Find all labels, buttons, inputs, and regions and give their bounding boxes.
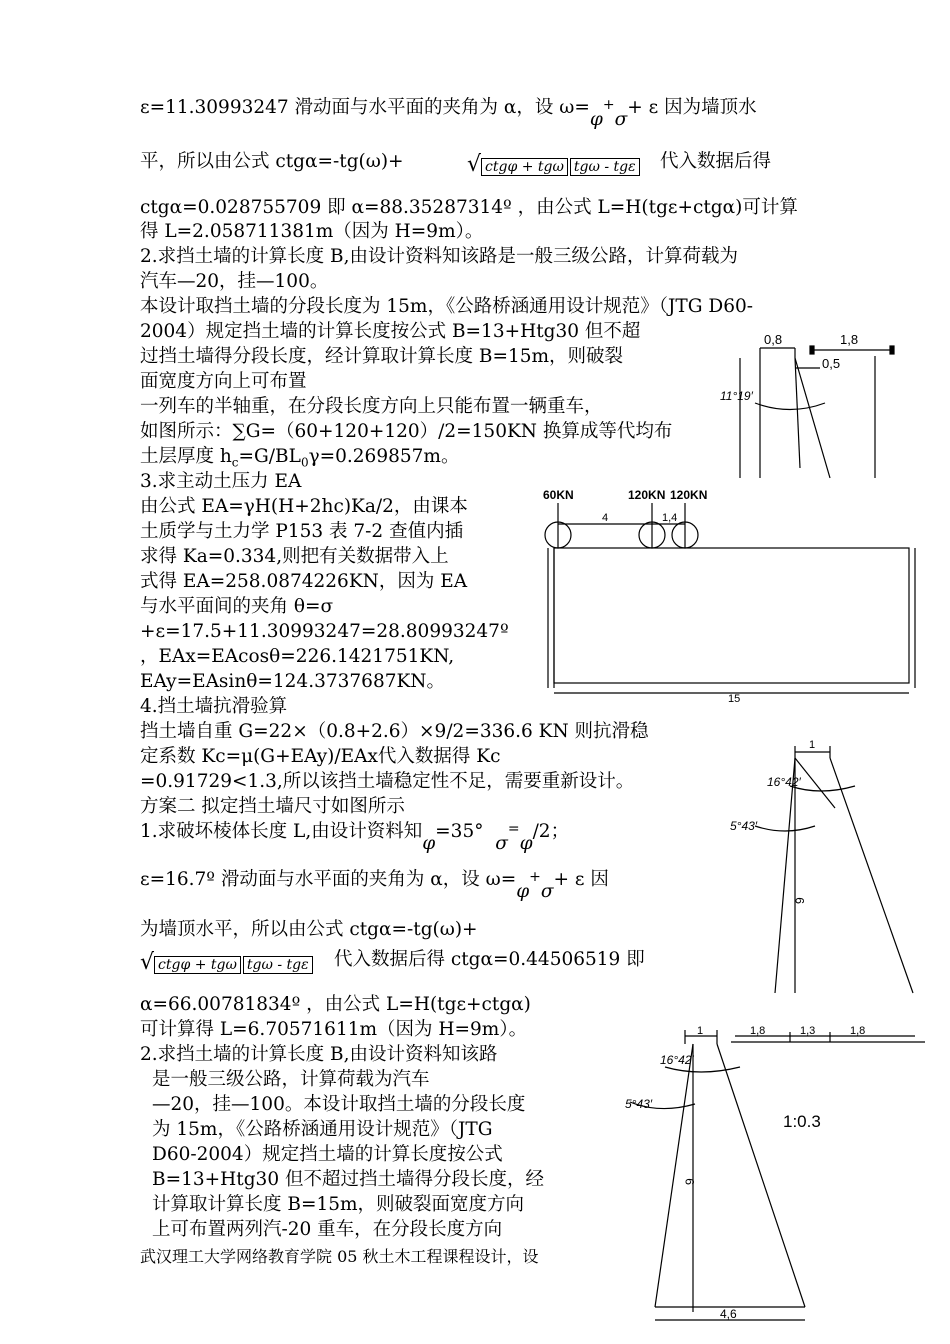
text-line-14: 3.求主动土压力 EA bbox=[140, 471, 302, 492]
text-line-32: α=66.00781834º ，由公式 L=H(tgε+ctgα) bbox=[140, 994, 531, 1015]
text-span: 平，所以由公式 ctgα=-tg(ω)+ bbox=[140, 151, 404, 172]
text-line-15: 由公式 EA=γH(H+2hc)Ka/2，由课本 bbox=[140, 496, 468, 517]
phi-symbol: φ bbox=[519, 833, 533, 854]
load-label: 60KN bbox=[543, 488, 574, 502]
text-line-22: EAy=EAsinθ=124.3737687KN。 bbox=[140, 671, 445, 692]
text-line-25: 定系数 Kc=μ(G+EAy)/EAx代入数据得 Kc bbox=[140, 746, 501, 767]
dim-label: 1,3 bbox=[800, 1025, 816, 1037]
text-line-37: 为 15m，《公路桥涵通用设计规范》（JTG bbox=[152, 1119, 493, 1140]
phi-symbol: φ bbox=[516, 881, 530, 902]
text-span: 代入数据后得 bbox=[660, 151, 772, 172]
text-line-2b bbox=[660, 150, 771, 174]
text-line-4: 得 L=2.058711381m（因为 H=9m）。 bbox=[140, 221, 484, 242]
sqrt-formula-1: √ ctgφ + tgω tgω - tgε bbox=[467, 152, 642, 177]
dim-label: 15 bbox=[728, 693, 741, 705]
text-line-8: 2004）规定挡土墙的计算长度按公式 B=13+Htg30 但不超 bbox=[140, 321, 641, 342]
footer-line: 武汉理工大学网络教育学院 05 秋土木工程课程设计，设 bbox=[140, 1247, 539, 1266]
figure-wall-section-3 bbox=[625, 1022, 925, 1337]
text-line-1 bbox=[140, 96, 757, 130]
text-line-31: 代入数据后得 ctgα=0.44506519 即 bbox=[334, 949, 645, 970]
sqrt-term: ctgφ + tgω bbox=[481, 158, 568, 176]
text-line-28 bbox=[140, 820, 570, 854]
figure-load-layout bbox=[540, 488, 920, 703]
text-line-3: ctgα=0.028755709 即 α=88.35287314º ，由公式 L=H(tgε+ctgα)可计算 bbox=[140, 197, 798, 218]
text-line-9: 过挡土墙得分段长度，经计算取计算长度 B=15m，则破裂 bbox=[140, 346, 624, 367]
text-span: = bbox=[507, 821, 520, 837]
dim-label: 1 bbox=[697, 1025, 704, 1037]
subscript: c bbox=[231, 455, 239, 470]
plus-symbol: + bbox=[602, 97, 615, 113]
phi-symbol: φ bbox=[422, 833, 436, 854]
sqrt-term: tgω - tgε bbox=[243, 956, 313, 974]
text-line-26: =0.91729<1.3,所以该挡土墙稳定性不足，需要重新设计。 bbox=[140, 771, 635, 792]
dim-label: 9 bbox=[683, 1178, 697, 1185]
angle-label: 16°42′ bbox=[767, 775, 801, 789]
text-line-41: 上可布置两列汽-20 重车，在分段长度方向 bbox=[152, 1219, 503, 1240]
sigma-symbol: σ bbox=[495, 833, 508, 854]
text-span: =G/BL bbox=[238, 446, 301, 467]
angle-label: 5°43′ bbox=[625, 1097, 653, 1111]
dim-label: 1,4 bbox=[662, 512, 678, 524]
text-line-21: ，EAx=EAcosθ=226.1421751KN, bbox=[140, 646, 455, 667]
dim-label: 0,8 bbox=[764, 332, 783, 347]
text-line-2 bbox=[140, 150, 404, 174]
text-line-30: 为墙顶水平，所以由公式 ctgα=-tg(ω)+ bbox=[140, 919, 478, 940]
dim-label: 1,8 bbox=[840, 332, 859, 347]
angle-label: 5°43′ bbox=[730, 819, 758, 833]
text-line-27: 方案二 拟定挡土墙尺寸如图所示 bbox=[140, 796, 405, 817]
dim-label: 1,8 bbox=[850, 1025, 866, 1037]
text-span: γ=0.269857m。 bbox=[308, 446, 460, 467]
text-line-23: 4.挡土墙抗滑验算 bbox=[140, 696, 288, 717]
text-span: ε=16.7º 滑动面与水平面的夹角为 α，设 ω= bbox=[140, 869, 517, 890]
text-line-38: D60-2004）规定挡土墙的计算长度按公式 bbox=[152, 1144, 503, 1165]
text-line-5: 2.求挡土墙的计算长度 B,由设计资料知该路是一般三级公路，计算荷载为 bbox=[140, 246, 739, 267]
text-line-24: 挡土墙自重 G=22×（0.8+2.6）×9/2=336.6 KN 则抗滑稳 bbox=[140, 721, 649, 742]
text-line-18: 式得 EA=258.0874226KN，因为 EA bbox=[140, 571, 468, 592]
sqrt-term: tgω - tgε bbox=[570, 158, 640, 176]
text-span: + ε 因为墙顶水 bbox=[627, 97, 757, 118]
figure-wall-section-1 bbox=[720, 328, 920, 488]
text-line-17: 求得 Ka=0.334,则把有关数据带入上 bbox=[140, 546, 449, 567]
text-line-35: 是一般三级公路，计算荷载为汽车 bbox=[152, 1069, 430, 1090]
dim-label: 0,5 bbox=[822, 356, 841, 371]
plus-symbol: + bbox=[529, 869, 541, 885]
text-line-40: 计算取计算长度 B=15m，则破裂面宽度方向 bbox=[152, 1194, 525, 1215]
sqrt-formula-2: √ ctgφ + tgω tgω - tgε bbox=[140, 950, 315, 975]
angle-label: 11°19′ bbox=[720, 389, 753, 403]
text-span: 土层厚度 h bbox=[140, 446, 232, 467]
text-line-12: 如图所示：∑G=（60+120+120）/2=150KN 换算成等代均布 bbox=[140, 421, 673, 442]
text-line-34: 2.求挡土墙的计算长度 B,由设计资料知该路 bbox=[140, 1044, 498, 1065]
sigma-symbol: σ bbox=[614, 109, 628, 130]
text-span: /2； bbox=[532, 821, 570, 842]
text-span: 1.求破坏棱体长度 L,由设计资料知 bbox=[140, 821, 423, 842]
text-line-11: 一列车的半轴重，在分段长度方向上只能布置一辆重车， bbox=[140, 396, 603, 417]
dim-label: 9 bbox=[793, 897, 807, 904]
dim-label: 1 bbox=[809, 739, 816, 751]
text-line-16: 土质学与土力学 P153 表 7-2 查值内插 bbox=[140, 521, 464, 542]
load-label: 120KN bbox=[628, 488, 666, 502]
sqrt-term: ctgφ + tgω bbox=[154, 956, 241, 974]
load-label: 120KN bbox=[670, 488, 708, 502]
text-span: + ε 因 bbox=[553, 869, 609, 890]
text-line-36: —20，挂—100。本设计取挡土墙的分段长度 bbox=[152, 1094, 526, 1115]
text-line-7: 本设计取挡土墙的分段长度为 15m，《公路桥涵通用设计规范》（JTG D60- bbox=[140, 296, 754, 317]
dim-label: 4 bbox=[602, 512, 609, 524]
text-span: =35° bbox=[435, 821, 484, 842]
figure-wall-section-2 bbox=[725, 738, 935, 1003]
text-line-20: +ε=17.5+11.30993247=28.80993247º bbox=[140, 621, 509, 642]
slope-label: 1:0.3 bbox=[783, 1112, 821, 1131]
text-line-39: B=13+Htg30 但不超过挡土墙得分段长度，经 bbox=[152, 1169, 544, 1190]
subscript: 0 bbox=[300, 455, 309, 470]
text-line-33: 可计算得 L=6.70571611m（因为 H=9m）。 bbox=[140, 1019, 528, 1040]
dim-label: 1,8 bbox=[750, 1025, 766, 1037]
text-line-10: 面宽度方向上可布置 bbox=[140, 371, 307, 392]
angle-label: 16°42′ bbox=[660, 1053, 694, 1067]
dim-label: 4,6 bbox=[720, 1307, 737, 1321]
sigma-symbol: σ bbox=[540, 881, 554, 902]
phi-symbol: φ bbox=[589, 109, 603, 130]
text-line-6: 汽车—20，挂—100。 bbox=[140, 271, 329, 292]
text-span: ε=11.30993247 滑动面与水平面的夹角为 α，设 ω= bbox=[140, 97, 590, 118]
text-line-29 bbox=[140, 868, 609, 902]
text-line-19: 与水平面间的夹角 θ=σ bbox=[140, 596, 334, 617]
